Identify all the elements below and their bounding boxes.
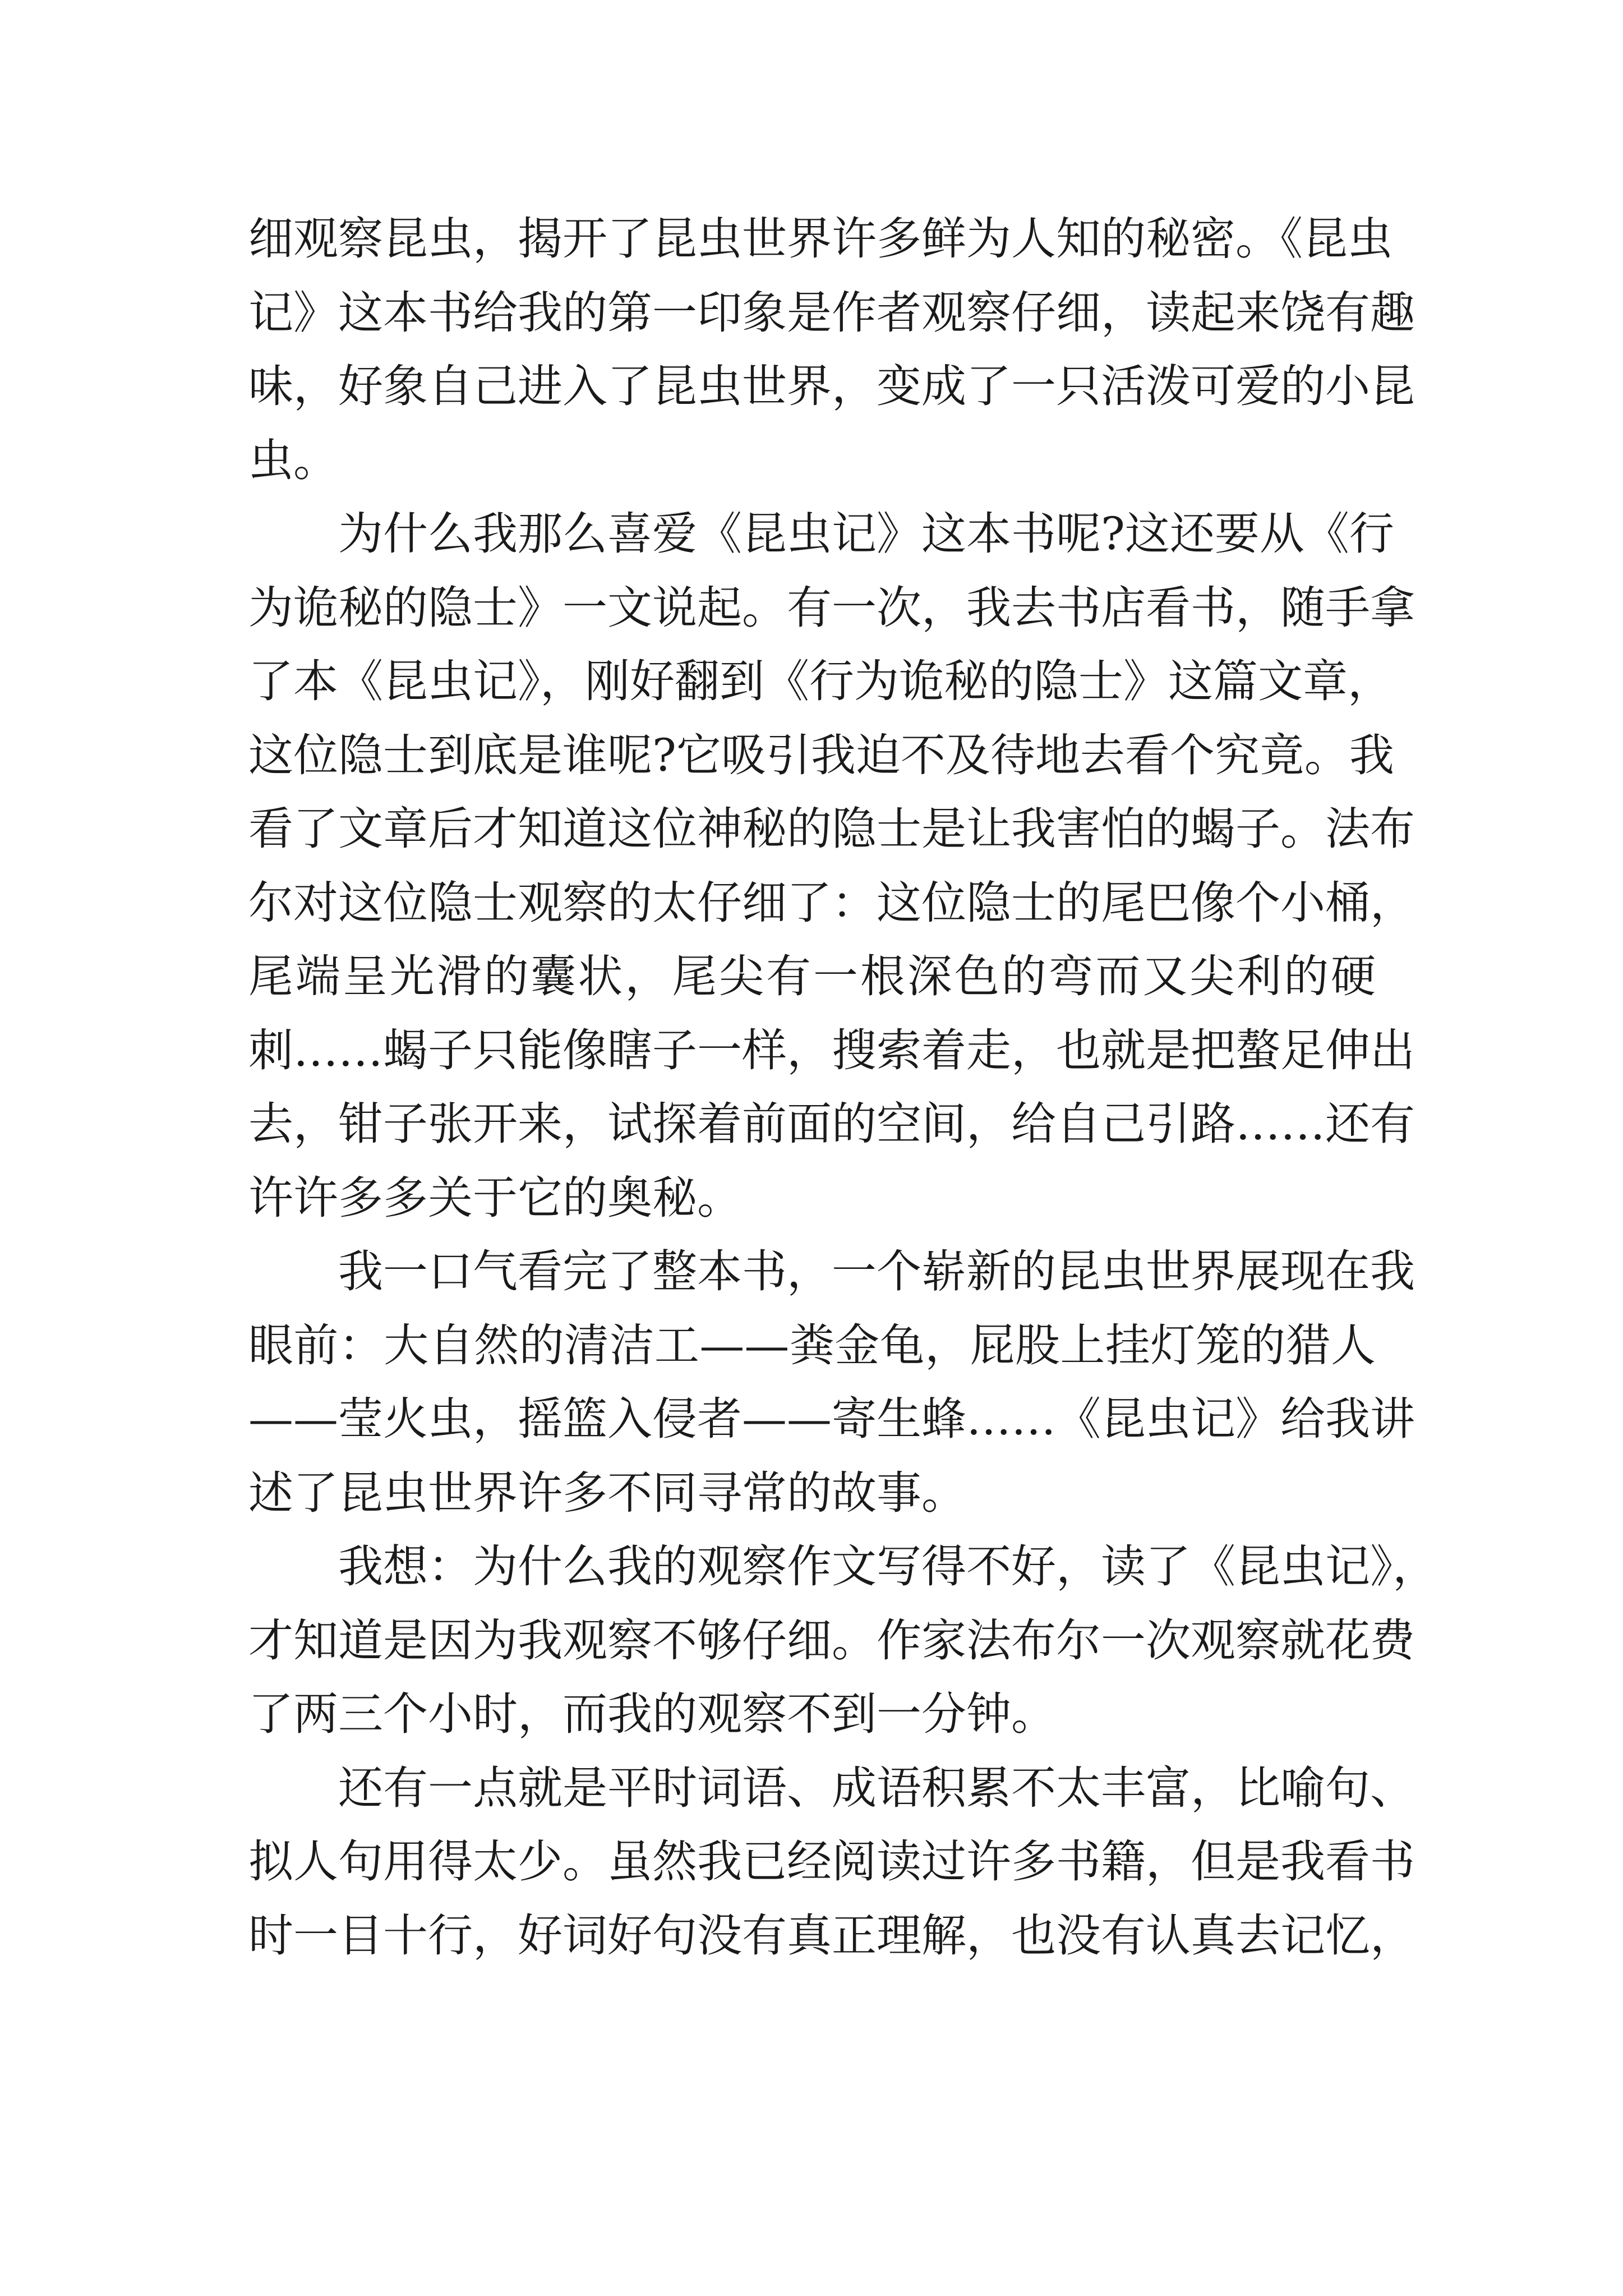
text-line: 为诡秘的隐士》一文说起。有一次，我去书店看书，随手拿 bbox=[248, 581, 1415, 634]
paragraph-2 bbox=[248, 497, 1415, 1235]
text-line: 述了昆虫世界许多不同寻常的故事。 bbox=[248, 1466, 966, 1519]
text-line: 还有一点就是平时词语、成语积累不太丰富，比喻句、 bbox=[338, 1761, 1415, 1814]
text-line: 我一口气看完了整本书，一个崭新的昆虫世界展现在我 bbox=[338, 1245, 1415, 1297]
text-line: 记》这本书给我的第一印象是作者观察仔细，读起来饶有趣 bbox=[248, 286, 1415, 339]
document-body bbox=[248, 202, 1437, 1972]
text-line: 时一目十行，好词好句没有真正理解，也没有认真去记忆， bbox=[248, 1909, 1415, 1962]
text-line: 这位隐士到底是谁呢?它吸引我迫不及待地去看个究竟。我 bbox=[248, 729, 1394, 781]
text-line: 我想：为什么我的观察作文写得不好，读了《昆虫记》， bbox=[338, 1540, 1437, 1593]
text-line: 拟人句用得太少。虽然我已经阅读过许多书籍，但是我看书 bbox=[248, 1835, 1415, 1888]
paragraph-5 bbox=[248, 1751, 1415, 1973]
text-line: 眼前：大自然的清洁工——粪金龟，屁股上挂灯笼的猎人 bbox=[248, 1319, 1376, 1372]
paragraph-4 bbox=[248, 1530, 1437, 1751]
paragraph-3 bbox=[248, 1235, 1415, 1530]
paragraph-1 bbox=[248, 202, 1415, 497]
text-line: 去，钳子张开来，试探着前面的空间，给自己引路……还有 bbox=[248, 1098, 1415, 1150]
text-line: 细观察昆虫，揭开了昆虫世界许多鲜为人知的秘密。《昆虫 bbox=[248, 213, 1393, 265]
text-line: ——莹火虫，摇篮入侵者——寄生蜂……《昆虫记》给我讲 bbox=[248, 1393, 1415, 1445]
text-line: 尔对这位隐士观察的太仔细了：这位隐士的尾巴像个小桶， bbox=[248, 876, 1415, 929]
text-line: 了两三个小时，而我的观察不到一分钟。 bbox=[248, 1688, 1056, 1740]
text-line: 尾端呈光滑的囊状，尾尖有一根深色的弯而又尖利的硬 bbox=[248, 950, 1376, 1002]
text-line: 味，好象自己进入了昆虫世界，变成了一只活泼可爱的小昆 bbox=[248, 360, 1415, 412]
text-line: 许许多多关于它的奥秘。 bbox=[248, 1171, 742, 1224]
text-line: 才知道是因为我观察不够仔细。作家法布尔一次观察就花费 bbox=[248, 1614, 1415, 1667]
text-line: 刺……蝎子只能像瞎子一样，搜索着走，也就是把螯足伸出 bbox=[248, 1024, 1415, 1076]
text-line: 了本《昆虫记》，刚好翻到《行为诡秘的隐士》这篇文章， bbox=[248, 655, 1393, 707]
text-line: 虫。 bbox=[248, 434, 338, 486]
text-line: 看了文章后才知道这位神秘的隐士是让我害怕的蝎子。法布 bbox=[248, 803, 1415, 855]
text-line: 为什么我那么喜爱《昆虫记》这本书呢?这还要从《行 bbox=[338, 508, 1394, 560]
